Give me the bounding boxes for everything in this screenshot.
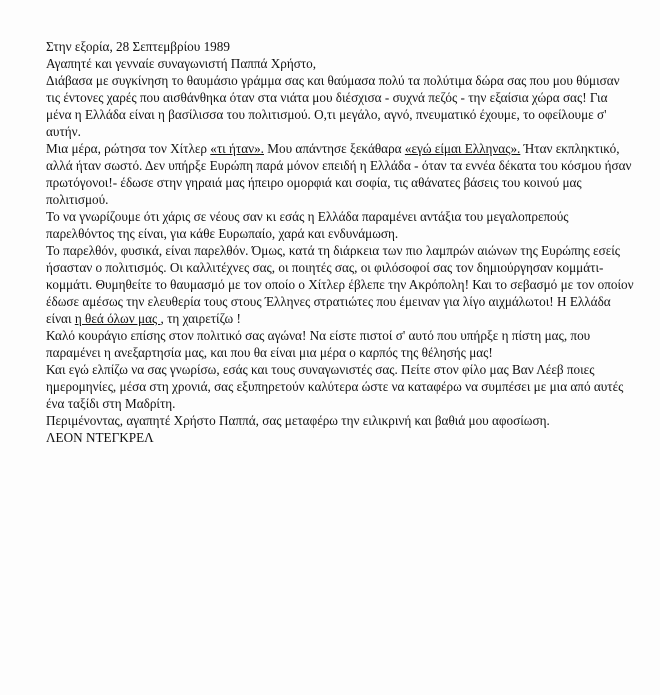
letter-body [46, 38, 636, 446]
signature: ΛΕΟΝ ΝΤΕΓΚΡΕΛ [46, 430, 154, 445]
letter-salutation: Αγαπητέ και γενναίε συναγωνιστή Παππά Χρήστο, [46, 56, 317, 71]
underlined-phrase: η θεά όλων μας [74, 311, 161, 326]
paragraph-4-text-a: Το παρελθόν, φυσικά, είναι παρελθόν. Όμως, κατά τη διάρκεια των πιο λαμπρών αιώνων της Ευρώπης εσείς ήσασταν ο πολιτισμός. Οι καλλιτέχνες σας, οι ποιητές σας, οι φιλόσοφοί σας τον δημιούργησαν κομμάτι-κομμάτι. Θυμηθείτε το θαυμασμό με τον οποίο ο Χίτλερ έβλεπε την Ακρόπολη! Και το σεβασμό με τον οποίον έδωσε αμέσως την ελευθερία τους στους Έλληνες στρατιώτες που έμειναν για λίγο αιχμάλωτοι! Η Ελλάδα είναι [46, 243, 634, 326]
paragraph-5: Καλό κουράγιο επίσης στον πολιτικό σας αγώνα! Να είστε πιστοί σ' αυτό που υπήρξε η πίστη μας, που παραμένει η ανεξαρτησία μας, και που θα είναι μια μέρα ο καρπός της θέλησής μας! [46, 328, 591, 360]
paragraph-6: Και εγώ ελπίζω να σας γνωρίσω, εσάς και τους συναγωνιστές σας. Πείτε στον φίλο μας Βαν Λέεβ ποιες ημερομηνίες, μέσα στη χρονιά, σας εξυπηρετούν καλύτερα ώστε να καταφέρω να συμπέσει με μια από αυτές ένα ταξίδι στη Μαδρίτη. [46, 362, 624, 411]
paragraph-4-text-c: , τη χαιρετίζω ! [160, 311, 241, 326]
paragraph-7: Περιμένοντας, αγαπητέ Χρήστο Παππά, σας μεταφέρω την ειλικρινή και βαθιά μου αφοσίωση. [46, 413, 550, 428]
letter-date-line: Στην εξορία, 28 Σεπτεμβρίου 1989 [46, 39, 230, 54]
paragraph-2-text-a: Μια μέρα, ρώτησα τον Χίτλερ [46, 141, 211, 156]
paragraph-2-text-c: Μου απάντησε ξεκάθαρα [263, 141, 405, 156]
underlined-quote-2: «εγώ είμαι Ελληνας». [404, 141, 521, 156]
paragraph-2 [46, 140, 636, 208]
paragraph-3: Το να γνωρίζουμε ότι χάρις σε νέους σαν κι εσάς η Ελλάδα παραμένει αντάξια του μεγαλοπρεπούς παρελθόντος της είναι, για κάθε Ευρωπαίο, χαρά και ενδυνάμωση. [46, 209, 569, 241]
paragraph-2-text-e: Ήταν εκπληκτικό, αλλά ήταν σωστό. Δεν υπήρξε Ευρώπη παρά μόνον επειδή η Ελλάδα - όταν τα εννέα δέκατα του κόσμου ήσαν πρωτόγονοι!- έδωσε στην γηραιά μας ήπειρο ομορφιά και σοφία, τις αθάνατες βάσεις του κοινού μας πολιτισμού. [46, 141, 632, 207]
paragraph-1: Διάβασα με συγκίνηση το θαυμάσιο γράμμα σας και θαύμασα πολύ τα πολύτιμα δώρα σας που μου θύμισαν τις έντονες χαρές που αισθάνθηκα όταν στα νιάτα μου διέσχισα - συχνά πεζός - την εξαίσια χώρα σας! Για μένα η Ελλάδα είναι η βασίλισσα του πολιτισμού. Ο,τι μεγάλο, αγνό, πνευματικό έχουμε, το οφείλουμε σ' αυτήν. [46, 73, 620, 139]
paragraph-4 [46, 242, 636, 327]
underlined-quote-1: «τι ήταν». [210, 141, 264, 156]
